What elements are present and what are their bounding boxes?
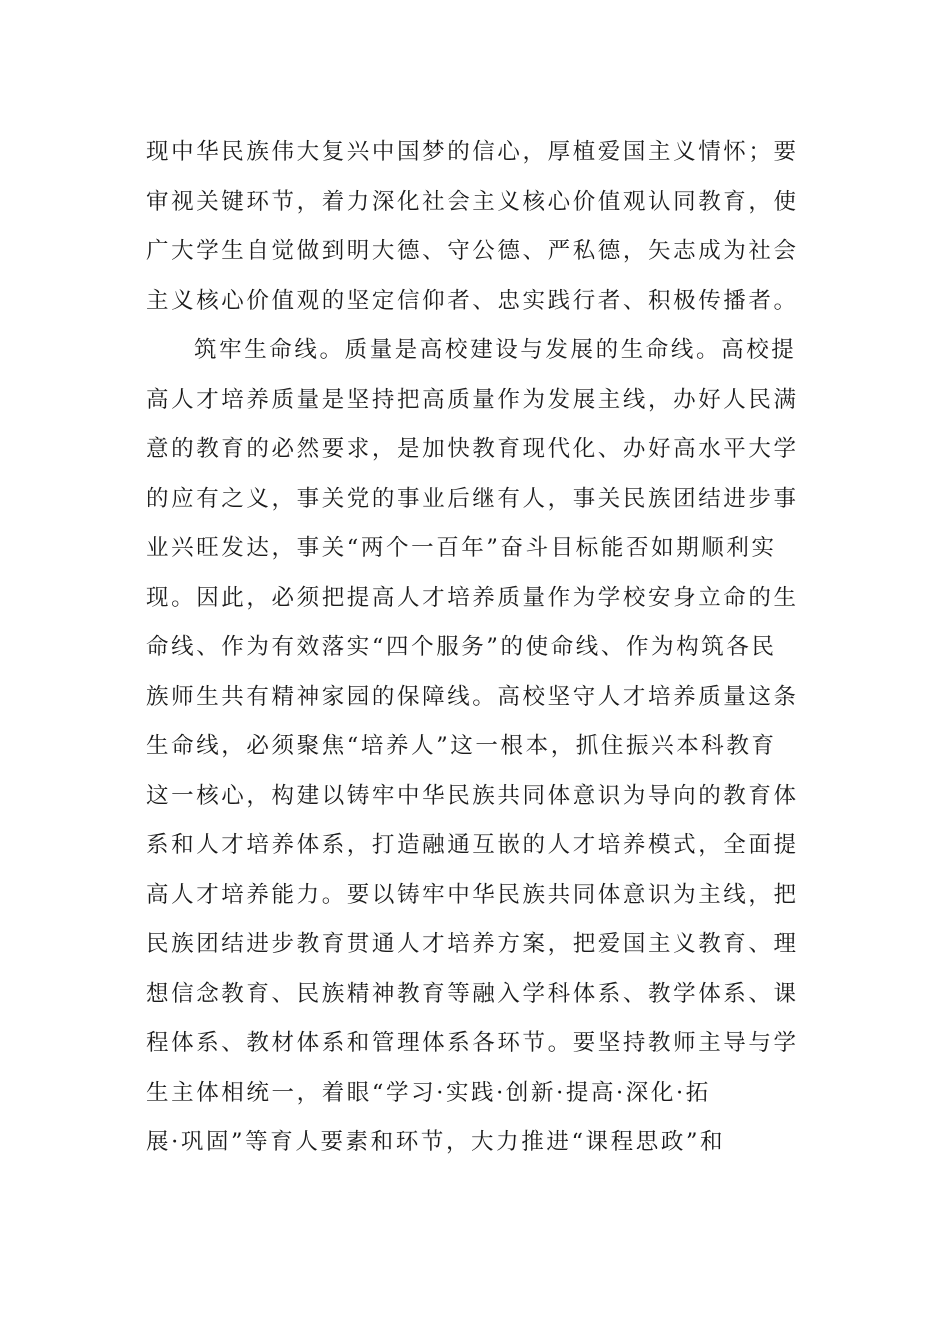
text-line: 业兴旺发达，事关“两个一百年”奋斗目标能否如期顺利实 <box>146 535 777 561</box>
text-line: 生主体相统一，着眼“学习·实践·创新·提高·深化·拓 <box>146 1079 711 1106</box>
paragraph-start-line: 筑牢生命线。质量是高校建设与发展的生命线。高校提 <box>194 337 797 363</box>
text-line: 这一核心，构建以铸牢中华民族共同体意识为导向的教育体 <box>146 782 799 809</box>
body-text <box>146 128 806 1168</box>
text-line: 广大学生自觉做到明大德、守公德、严私德，矢志成为社会 <box>146 238 799 264</box>
text-line: 展·巩固”等育人要素和环节，大力推进“课程思政”和 <box>146 1129 726 1155</box>
text-line: 审视关键环节，着力深化社会主义核心价值观认同教育，使 <box>146 188 799 215</box>
text-line: 高人才培养质量是坚持把高质量作为发展主线，办好人民满 <box>146 386 799 413</box>
text-line: 族师生共有精神家园的保障线。高校坚守人才培养质量这条 <box>146 683 799 710</box>
text-line: 高人才培养能力。要以铸牢中华民族共同体意识为主线，把 <box>146 881 799 908</box>
text-line: 系和人才培养体系，打造融通互嵌的人才培养模式，全面提 <box>146 832 799 858</box>
text-line: 主义核心价值观的坚定信仰者、忠实践行者、积极传播者。 <box>146 287 799 314</box>
text-line: 生命线，必须聚焦“培养人”这一根本，抓住振兴本科教育 <box>146 733 777 759</box>
text-line: 程体系、教材体系和管理体系各环节。要坚持教师主导与学 <box>146 1030 799 1056</box>
text-line: 想信念教育、民族精神教育等融入学科体系、教学体系、课 <box>146 980 799 1007</box>
text-line: 民族团结进步教育贯通人才培养方案，把爱国主义教育、理 <box>146 931 799 957</box>
text-line: 意的教育的必然要求，是加快教育现代化、办好高水平大学 <box>146 436 799 462</box>
text-line: 现。因此，必须把提高人才培养质量作为学校安身立命的生 <box>146 584 799 611</box>
text-line: 现中华民族伟大复兴中国梦的信心，厚植爱国主义情怀；要 <box>146 139 799 165</box>
text-line: 命线、作为有效落实“四个服务”的使命线、作为构筑各民 <box>146 634 777 660</box>
text-line: 的应有之义，事关党的事业后继有人，事关民族团结进步事 <box>146 485 799 512</box>
